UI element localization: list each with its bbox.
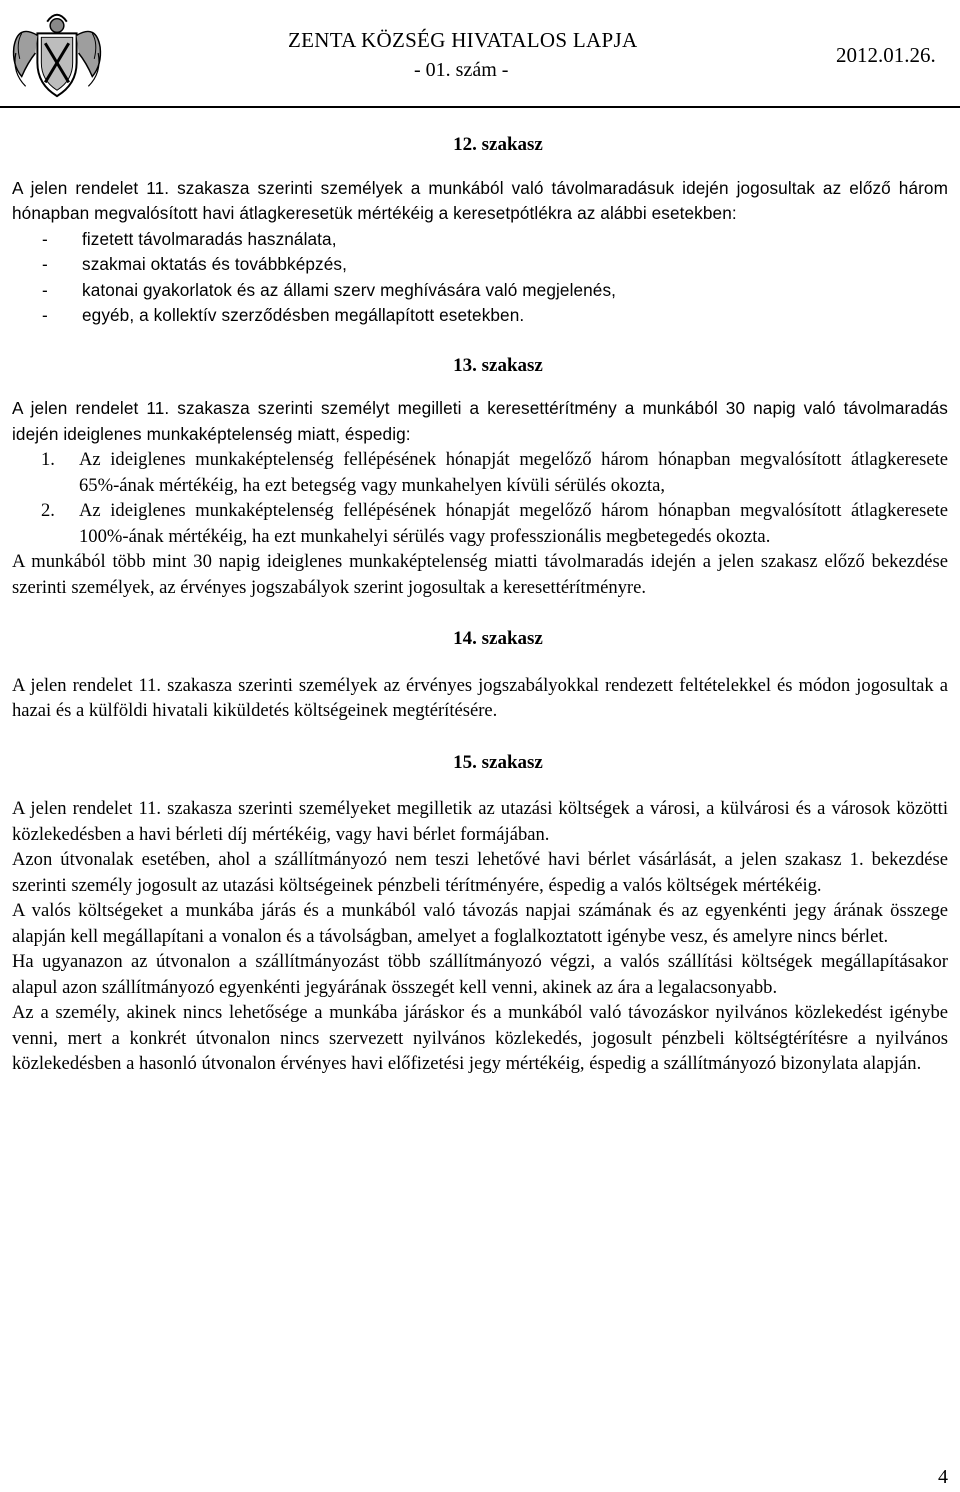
list-item-text: Az ideiglenes munkaképtelenség fellépésének hónapját megelőző három hónapban megvalósított átlagkeresete 65%-ának mértékéig, ha ezt betegség vagy munkahelyen kívüli sérülés okozta, — [79, 449, 948, 496]
list-item: - szakmai oktatás és továbbképzés, — [12, 252, 948, 278]
list-item-number: 2. — [41, 500, 55, 521]
section-15-heading: 15. szakasz — [453, 751, 543, 773]
section-12-list — [12, 227, 948, 329]
section-15-paragraph: Azon útvonalak esetében, ahol a szállítmányozó nem teszi lehetővé havi bérlet vásárlását, a jelen szakasz 1. bekezdése szerinti személy jogosult az utazási költségeinek pénzbeli térítményére, éspedig a valós költségek mértékéig. — [12, 849, 948, 896]
section-13-intro: A jelen rendelet 11. szakasza szerinti személyt megilleti a keresettérítmény a munkából 30 napig való távolmaradás idején ideiglenes munkaképtelenség miatt, éspedig: — [12, 398, 948, 444]
section-13-closing: A munkából több mint 30 napig ideiglenes munkaképtelenség miatti távolmaradás idején a jelen szakasz előző bekezdése szerinti személyek, az érvényes jogszabályok szerint jogosultak a keresettérítményre. — [12, 551, 948, 598]
document-body — [12, 130, 948, 1077]
section-15-paragraph: Az a személy, akinek nincs lehetősége a munkába járáskor és a munkából való távozáskor nyilvános közlekedést igénybe venni, mert a konkrét útvonalon nincs szervezett nyilvános közlekedés, jogosult pénzbeli költségtérítésre a nyilvános közlekedésben a hasonló útvonalon érvényes havi előfizetési jegy mértékéig, éspedig a szállítmányozó bizonylata alapján. — [12, 1002, 948, 1074]
gazette-title: ZENTA KÖZSÉG HIVATALOS LAPJA — [288, 28, 638, 52]
list-item-number: 1. — [41, 449, 55, 470]
coat-of-arms-icon — [8, 4, 106, 102]
issue-number: - 01. szám - — [414, 59, 509, 81]
list-item — [12, 498, 948, 549]
section-15-paragraph: Ha ugyanazon az útvonalon a szállítmányozást több szállítmányozó végzi, a valós szállítási költségek megállapításakor alapul azon szállítmányozó egyenkénti jegyárának összegét kell venni, akinek az ára a legalacsonyabb. — [12, 951, 948, 998]
section-15-paragraph: A jelen rendelet 11. szakasza szerinti személyeket megilletik az utazási költségek a városi, a külvárosi és a városok közötti közlekedésben a havi bérleti díj mértékéig, vagy havi bérlet formájában. — [12, 798, 948, 845]
list-item: - fizetett távolmaradás használata, — [12, 227, 948, 253]
publication-date: 2012.01.26. — [836, 43, 936, 67]
section-14-heading: 14. szakasz — [453, 628, 543, 649]
section-13-list — [12, 447, 948, 549]
page-number: 4 — [938, 1466, 948, 1488]
list-item — [12, 447, 948, 498]
list-item: - egyéb, a kollektív szerződésben megállapított esetekben. — [12, 303, 948, 329]
list-item-text: Az ideiglenes munkaképtelenség fellépésének hónapját megelőző három hónapban megvalósított átlagkeresete 100%-ának mértékéig, ha ezt munkahelyi sérülés vagy professzionális megbetegedés okozta. — [79, 500, 948, 547]
section-12-intro: A jelen rendelet 11. szakasza szerinti személyek a munkából való távolmaradásuk idején jogosultak az előző három hónapban megvalósított havi átlagkeresetük mértékéig a keresetpótlékra az alábbi esetekben: — [12, 177, 948, 223]
section-15-paragraph: A valós költségeket a munkába járás és a munkából való távozás napjai számának és az egyenkénti jegy árának összege alapján kell megállapítani a vonalon és a távolságban, amelyet a foglalkoztatott igénybe vesz, és amelyre nincs bérlet. — [12, 900, 948, 947]
section-13-heading: 13. szakasz — [453, 354, 543, 376]
section-14-body: A jelen rendelet 11. szakasza szerinti személyek az érvényes jogszabályokkal rendezett feltételekkel és módon jogosultak a hazai és a külföldi hivatali kiküldetés költségeinek megtérítésére. — [12, 674, 948, 721]
header-divider — [0, 106, 960, 108]
section-12-heading: 12. szakasz — [453, 134, 543, 155]
page-header — [0, 0, 960, 108]
list-item: - katonai gyakorlatok és az állami szerv meghívására való megjelenés, — [12, 278, 948, 304]
